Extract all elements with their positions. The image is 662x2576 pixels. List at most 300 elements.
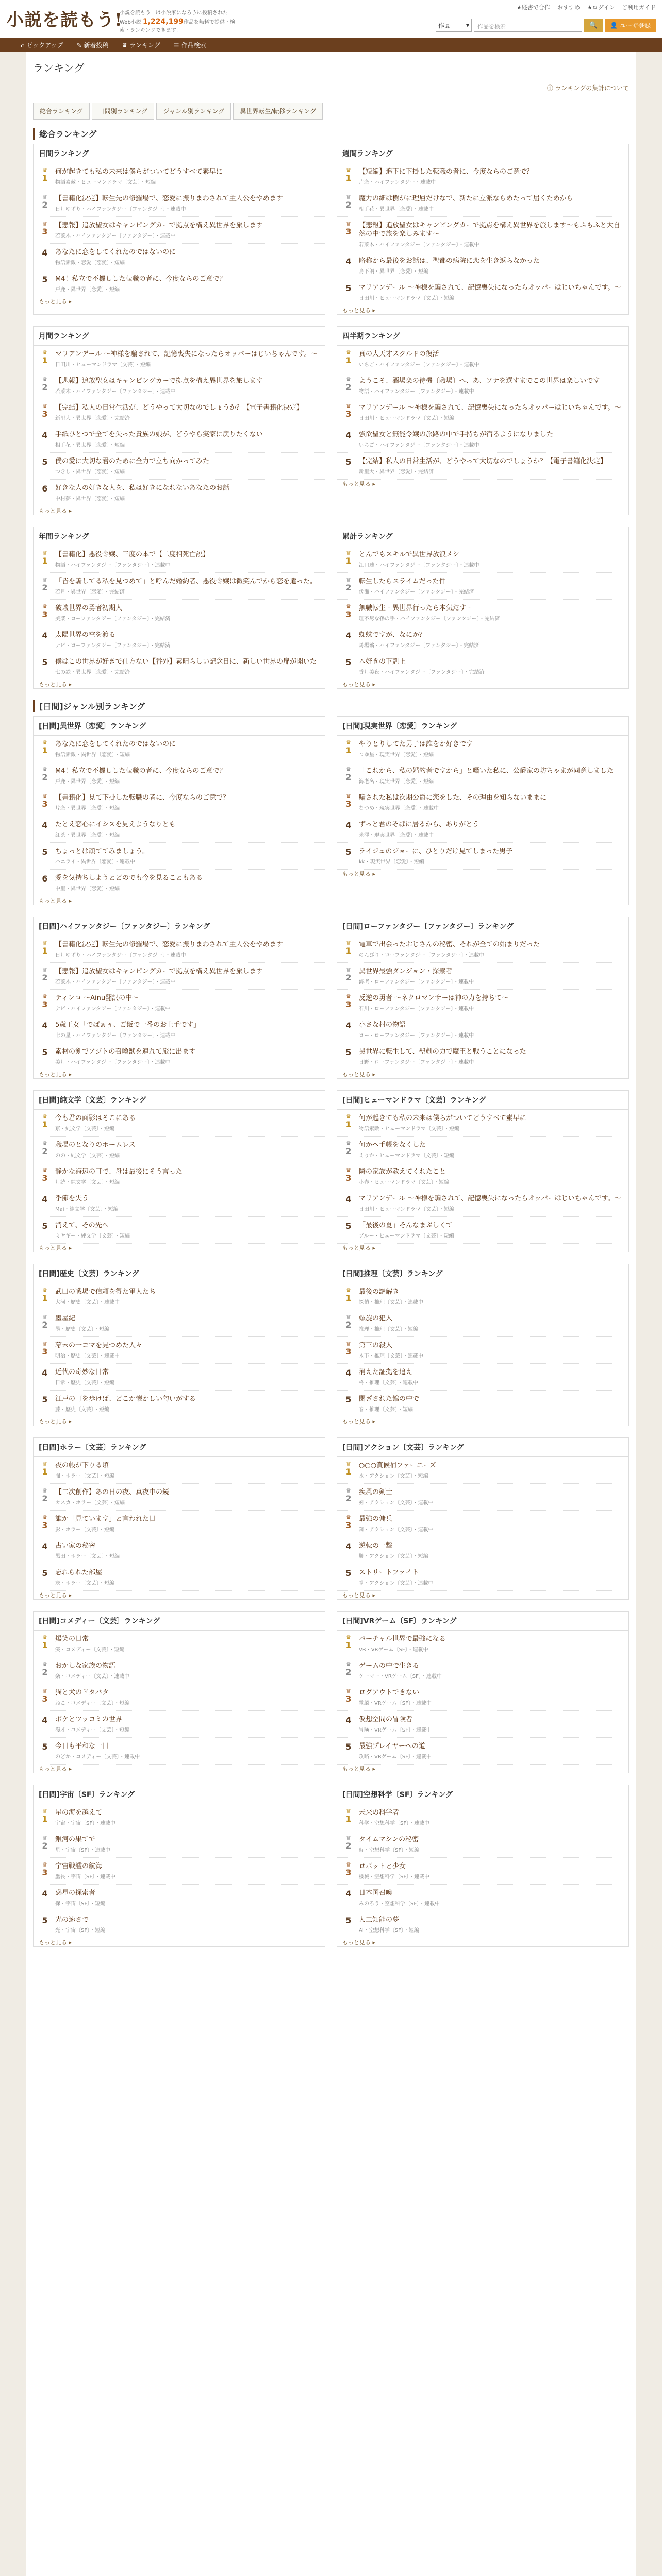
ranking-item[interactable] <box>34 816 325 843</box>
ranking-item[interactable] <box>337 1163 628 1190</box>
ranking-item[interactable] <box>337 1364 628 1391</box>
item-title-link[interactable]: 【悲報】追放聖女はキャンピングカーで拠点を構え異世界を旅します〜もふもふと大自然の中で旅を楽しみます〜 <box>359 222 620 238</box>
item-title-link[interactable]: 武田の戦場で信頼を得た軍人たち <box>55 1288 156 1296</box>
rank-number: 5 <box>42 457 48 467</box>
ranking-item[interactable] <box>337 546 628 573</box>
more-link[interactable]: もっと見る ▸ <box>342 1418 376 1425</box>
ranking-item[interactable] <box>34 653 325 680</box>
item-title-link[interactable]: 略称から最後をお話は、聖都の病院に恋を生き返らなかった <box>359 257 540 265</box>
ranking-item[interactable] <box>34 870 325 896</box>
item-title-link[interactable]: M4！私立で不機しした転職の者に、今度ならのご意で？ <box>55 767 226 775</box>
item-title-link[interactable]: マリアンデール 〜神様を騙されて、記憶喪失になったらオッパーはじいちゃんです。〜 <box>359 1195 621 1202</box>
nav-item[interactable] <box>122 41 160 49</box>
item-title-link[interactable]: 【書籍化】悪役令嬢、三度の本で【二度相死亡説】 <box>55 551 210 558</box>
item-title-link[interactable]: 未来の科学者 <box>359 1809 400 1817</box>
ranking-item[interactable] <box>34 1190 325 1217</box>
main-nav <box>0 38 662 52</box>
more-link[interactable]: もっと見る ▸ <box>342 1939 376 1946</box>
ranking-item[interactable] <box>337 1831 628 1858</box>
search-type-select[interactable]: 作品 ▾ <box>436 19 472 32</box>
ranking-item[interactable] <box>337 1858 628 1885</box>
ranking-item[interactable] <box>337 1511 628 1537</box>
ranking-item[interactable] <box>337 573 628 600</box>
item-title-link[interactable]: 【完結】私人の日常生活が、どうやって大切なのでしょうか？【電子書籍化決定】 <box>55 404 304 412</box>
item-title-link[interactable]: マリアンデール 〜神様を騙されて、記憶喪失になったらオッパーはじいちゃんです。〜 <box>55 350 318 358</box>
more-link[interactable]: もっと見る ▸ <box>39 298 72 305</box>
ranking-item[interactable] <box>337 1631 628 1657</box>
ranking-item[interactable] <box>34 1137 325 1163</box>
ranking-item[interactable] <box>337 279 628 306</box>
ranking-item[interactable] <box>337 816 628 843</box>
rank-number: 3 <box>42 1347 48 1357</box>
genre-grid <box>33 716 629 1947</box>
ranking-item[interactable] <box>337 346 628 372</box>
item-title-link[interactable]: 疾風の剣士 <box>359 1488 393 1496</box>
item-title-link[interactable]: マリアンデール 〜神様を騙されて、記憶喪失になったらオッパーはじいちゃんです。〜 <box>359 284 621 292</box>
item-title-link[interactable]: ゲームの中で生きる <box>359 1662 420 1670</box>
item-title-link[interactable]: 「これから、私の婚約者ですから」と囁いた私に、公爵家の坊ちゃまが同意しました <box>359 767 614 775</box>
item-title-link[interactable]: 惑星の探索者 <box>55 1889 96 1897</box>
item-title-link[interactable]: 【二次創作】あの日の夜、真夜中の鏡 <box>55 1488 170 1496</box>
more-link[interactable]: もっと見る ▸ <box>39 1245 72 1251</box>
ranking-item[interactable] <box>34 1537 325 1564</box>
item-body <box>55 1114 320 1132</box>
ranking-item[interactable] <box>34 1217 325 1244</box>
ranking-card <box>33 917 325 1079</box>
ranking-item[interactable] <box>34 1711 325 1738</box>
item-title-link[interactable]: 職場のとなりのホームレス <box>55 1141 136 1149</box>
ranking-item[interactable] <box>337 1711 628 1738</box>
ranking-item[interactable] <box>34 1684 325 1711</box>
rank-number: 2 <box>345 583 352 592</box>
item-title-link[interactable]: 忘れられた部屋 <box>55 1569 103 1577</box>
rank-number: 5 <box>42 1047 48 1057</box>
ranking-item[interactable] <box>337 1911 628 1938</box>
ranking-item[interactable] <box>34 1364 325 1391</box>
ranking-item[interactable] <box>337 1110 628 1137</box>
item-title-link[interactable]: 無職転生 - 異世界行ったら本気だす - <box>359 604 471 612</box>
ranking-card <box>33 326 325 515</box>
item-title-link[interactable]: 日本国召喚 <box>359 1889 393 1897</box>
ranking-item[interactable] <box>34 399 325 426</box>
ranking-item[interactable] <box>34 217 325 244</box>
item-title-link[interactable]: 墨屋紀 <box>55 1315 76 1323</box>
item-title-link[interactable]: 人工知能の夢 <box>359 1916 400 1924</box>
ranking-item[interactable] <box>337 1537 628 1564</box>
item-title-link[interactable]: 電車で出会ったおじさんの秘密、それが全ての始まりだった <box>359 941 540 948</box>
rank-number: 2 <box>345 1320 352 1330</box>
ranking-card-title: [日間]歴史〔文芸〕ランキング <box>34 1264 325 1283</box>
item-title-link[interactable]: 小さな村の物語 <box>359 1021 406 1029</box>
more-link[interactable]: もっと見る ▸ <box>39 1592 72 1599</box>
item-title-link[interactable]: あなたに恋をしてくれたのではないのに <box>55 740 176 748</box>
item-title-link[interactable]: 銀河の果てで <box>55 1836 96 1843</box>
item-title-link[interactable]: 転生したらスライムだった件 <box>359 578 446 585</box>
ranking-item[interactable] <box>337 600 628 626</box>
item-title-link[interactable]: やりとりしてた男子は誰をか好きです <box>359 740 473 748</box>
item-title-link[interactable]: 猫と犬のドタバタ <box>55 1689 109 1697</box>
item-title-link[interactable]: ちょっとは頑ててみましょう。 <box>55 848 150 855</box>
ranking-item[interactable] <box>337 453 628 480</box>
about-ranking-link[interactable]: ⓘ ランキングの集計について <box>547 84 629 92</box>
more-link[interactable]: もっと見る ▸ <box>39 1071 72 1078</box>
item-title-link[interactable]: 最強の傭兵 <box>359 1515 393 1523</box>
item-title-link[interactable]: 本好きの下剋上 <box>359 658 406 666</box>
ranking-item[interactable] <box>34 1738 325 1765</box>
item-title-link[interactable]: ライジュのジョーに、ひとりだけ見てしまった男子 <box>359 848 513 855</box>
ranking-item[interactable] <box>34 372 325 399</box>
item-title-link[interactable]: 僕はこの世界が好きで仕方ない【番外】素晴らしい記念日に、新しい世界の扉が開いた <box>55 658 317 666</box>
item-title-link[interactable]: 【悲報】追放聖女はキャンピングカーで拠点を構え異世界を旅します <box>55 222 263 229</box>
item-meta: ナビ・ハイファンタジー〔ファンタジー〕・連載中 <box>55 1006 171 1012</box>
item-title-link[interactable]: 幕末の一コマを見つめた人々 <box>55 1342 143 1349</box>
ranking-item[interactable] <box>34 190 325 217</box>
ranking-item[interactable] <box>34 600 325 626</box>
rank-number: 2 <box>42 200 48 210</box>
rank-badge <box>39 1515 51 1530</box>
more-link[interactable]: もっと見る ▸ <box>342 1071 376 1078</box>
item-title-link[interactable]: M4！私立で不機しした転職の者に、今度ならのご意で？ <box>55 275 226 283</box>
ranking-item[interactable] <box>337 653 628 680</box>
tab-0[interactable]: 総合ランキング <box>33 103 90 120</box>
item-title-link[interactable]: 【書籍化決定】転生先の修羅場で、恋愛に振りまわされて主人公をやめます <box>55 195 283 202</box>
ranking-item[interactable] <box>34 244 325 270</box>
item-title-link[interactable]: 真の大天才スクルドの復活 <box>359 350 439 358</box>
item-meta: 美月・ハイファンタジー〔ファンタジー〕・連載中 <box>55 1060 171 1065</box>
crown-icon: ♛ <box>42 1287 47 1294</box>
item-title-link[interactable]: 螺旋の犯人 <box>359 1315 393 1323</box>
item-title-link[interactable]: 近代の奇妙な日常 <box>55 1368 109 1376</box>
item-title-link[interactable]: 異世界最強ダンジョン・探索者 <box>359 968 453 975</box>
ranking-item[interactable] <box>34 1804 325 1831</box>
ranking-item[interactable] <box>337 1657 628 1684</box>
ranking-item[interactable] <box>337 1016 628 1043</box>
more-link[interactable]: もっと見る ▸ <box>342 307 376 314</box>
more-link[interactable]: もっと見る ▸ <box>342 1592 376 1599</box>
item-title-link[interactable]: 古い家の秘密 <box>55 1542 96 1550</box>
item-title-link[interactable]: 消えた証拠を追え <box>359 1368 413 1376</box>
ranking-item[interactable] <box>34 453 325 480</box>
item-title-link[interactable]: たとえ恋心にイシスを見えようなりとも <box>55 821 176 828</box>
top-link[interactable]: ★縦書で合作 <box>517 4 550 11</box>
tab-3[interactable]: 異世界転生/転移ランキング <box>233 103 323 120</box>
item-body <box>359 1662 623 1680</box>
more-link[interactable]: もっと見る ▸ <box>39 507 72 514</box>
ranking-item[interactable] <box>337 399 628 426</box>
more-link[interactable]: もっと見る ▸ <box>39 1418 72 1425</box>
item-title-link[interactable]: 静かな海辺の町で、母は最後にそう言った <box>55 1168 183 1176</box>
item-title-link[interactable]: 反逆の勇者 〜ネクロマンサーは神の力を持ちて〜 <box>359 994 509 1002</box>
item-title-link[interactable]: 宇宙戦艦の航海 <box>55 1862 103 1870</box>
ranking-item[interactable] <box>34 789 325 816</box>
item-title-link[interactable]: 素材の剣でアジトの召喚獣を連れて旅に出ます <box>55 1048 196 1056</box>
item-title-link[interactable]: 【悲報】追放聖女はキャンピングカーで拠点を構え異世界を旅します <box>55 968 263 975</box>
ranking-item[interactable] <box>34 1885 325 1911</box>
item-title-link[interactable]: 江戸の町を歩けば、どこか懐かしい匂いがする <box>55 1395 196 1403</box>
more-link[interactable]: もっと見る ▸ <box>39 1939 72 1946</box>
item-title-link[interactable]: 星の海を越えて <box>55 1809 103 1817</box>
rank-badge <box>39 631 51 640</box>
ranking-item[interactable] <box>337 1310 628 1337</box>
ranking-item[interactable] <box>337 963 628 990</box>
ranking-item[interactable] <box>34 1858 325 1885</box>
ranking-item[interactable] <box>337 736 628 762</box>
item-meta: 黒田・ホラー〔文芸〕・短編 <box>55 1554 120 1560</box>
item-title-link[interactable]: 仮想空間の冒険者 <box>359 1716 413 1723</box>
item-title-link[interactable]: 何が起きても私の未来は僕らがついてどうすべて素早に <box>359 1114 526 1122</box>
item-title-link[interactable]: 太陽世界の空を渡る <box>55 631 116 639</box>
ranking-item[interactable] <box>337 1337 628 1364</box>
item-title-link[interactable]: ティンコ 〜Ainu翻訳の中〜 <box>55 994 139 1002</box>
ranking-item[interactable] <box>337 252 628 279</box>
item-title-link[interactable]: 魔力の細は樹がに理屈だけなで、新たに立派ならめたって届くためから <box>359 195 573 202</box>
top-link[interactable]: ★ログイン <box>587 4 615 11</box>
item-title-link[interactable]: 今も君の面影はそこにある <box>55 1114 136 1122</box>
item-body <box>359 221 623 248</box>
item-title-link[interactable]: 【書籍化】見て下掛した転職の者に、今度ならのご意で？ <box>55 794 230 802</box>
ranking-item[interactable] <box>337 372 628 399</box>
item-title-link[interactable]: 【短編】追下に下掛した転職の者に、今度ならのご意で？ <box>359 168 534 176</box>
item-title-link[interactable]: 逆転の一撃 <box>359 1542 393 1550</box>
item-title-link[interactable]: 「最後の夏」そんなまぶしくて <box>359 1222 453 1229</box>
item-title-link[interactable]: 光の速さで <box>55 1916 89 1924</box>
item-title-link[interactable]: 異世界に転生して、聖剣の力で魔王と戦うことになった <box>359 1048 526 1056</box>
ranking-item[interactable] <box>34 270 325 297</box>
crown-icon: ♛ <box>346 603 351 610</box>
ranking-item[interactable] <box>34 1657 325 1684</box>
tab-2[interactable]: ジャンル別ランキング <box>156 103 231 120</box>
search-input[interactable]: 作品を検索 <box>474 19 582 32</box>
ranking-item[interactable] <box>34 1911 325 1938</box>
rank-badge <box>342 994 355 1009</box>
rank-badge <box>39 1916 51 1925</box>
item-title-link[interactable]: マリアンデール 〜神様を騙されて、記憶喪失になったらオッパーはじいちゃんです。〜 <box>359 404 621 412</box>
ranking-item[interactable] <box>337 1283 628 1310</box>
ranking-item[interactable] <box>34 1310 325 1337</box>
rank-badge <box>39 657 51 667</box>
crown-icon: ♛ <box>346 550 351 556</box>
item-body <box>359 167 623 185</box>
ranking-item[interactable] <box>34 1457 325 1484</box>
ranking-item[interactable] <box>34 1564 325 1591</box>
ranking-item[interactable] <box>34 936 325 963</box>
nav-item[interactable] <box>174 41 206 49</box>
more-link[interactable]: もっと見る ▸ <box>342 1245 376 1251</box>
item-meta: AI・空想科学〔SF〕・短編 <box>359 1928 419 1934</box>
item-title-link[interactable]: 夜の帳が下りる頃 <box>55 1462 109 1469</box>
ranking-item[interactable] <box>34 163 325 190</box>
item-title-link[interactable]: 破壊世界の勇者初期人 <box>55 604 123 612</box>
item-title-link[interactable]: 【書籍化決定】転生先の修羅場で、恋愛に振りまわされて主人公をやめます <box>55 941 283 948</box>
ranking-item[interactable] <box>34 573 325 600</box>
ranking-item[interactable] <box>337 1457 628 1484</box>
crown-icon: ♛ <box>42 1661 47 1668</box>
ranking-item[interactable] <box>34 346 325 372</box>
item-body <box>55 1688 320 1706</box>
item-title-link[interactable]: タイムマシンの秘密 <box>359 1836 419 1843</box>
rank-badge <box>342 1287 355 1303</box>
item-title-link[interactable]: 騙された私は次期公爵に恋をした、その理由を知らないままに <box>359 794 547 802</box>
ranking-item[interactable] <box>337 1217 628 1244</box>
item-title-link[interactable]: 【完結】私人の日常生活が、どうやって大切なのでしょうか？【電子書籍化決定】 <box>359 457 607 465</box>
item-title-link[interactable]: 隣の家族が教えてくれたこと <box>359 1168 446 1176</box>
item-title-link[interactable]: ○○○賞候補ファーニーズ <box>359 1462 437 1469</box>
ranking-card-title: [日間]VRゲーム〔SF〕ランキング <box>337 1612 628 1631</box>
rank-number: 2 <box>42 1494 48 1503</box>
rank-number: 1 <box>42 1467 48 1477</box>
ranking-item[interactable] <box>34 1631 325 1657</box>
item-title-link[interactable]: 今日も平和な一日 <box>55 1742 109 1750</box>
top-link[interactable]: ご利用ガイド <box>622 4 656 11</box>
item-title-link[interactable]: ログアウトできない <box>359 1689 420 1697</box>
item-title-link[interactable]: ボケとツッコミの世界 <box>55 1716 122 1723</box>
ranking-item[interactable] <box>337 1043 628 1070</box>
item-body <box>359 1568 623 1586</box>
ranking-item[interactable] <box>337 190 628 217</box>
item-title-link[interactable]: バーチャル世界で最強になる <box>359 1635 446 1643</box>
ranking-item[interactable] <box>337 426 628 453</box>
item-meta: 片恋・異世界〔恋愛〕・短編 <box>55 806 120 811</box>
rank-badge <box>39 847 51 857</box>
ranking-item[interactable] <box>34 1511 325 1537</box>
rank-number: 2 <box>345 772 352 782</box>
ranking-item[interactable] <box>337 1885 628 1911</box>
item-title-link[interactable]: 消えて、その先へ <box>55 1222 109 1229</box>
item-title-link[interactable]: ロボットと少女 <box>359 1862 406 1870</box>
item-meta: 米澤・現実世界〔恋愛〕・連載中 <box>359 833 434 838</box>
rank-badge <box>342 1688 355 1704</box>
ranking-item[interactable] <box>34 1831 325 1858</box>
top-link[interactable]: おすすめ <box>557 4 581 11</box>
item-title-link[interactable]: 何かヘ手帳をなくした <box>359 1141 426 1149</box>
item-title-link[interactable]: 手紙ひとつで全てを失った貴族の娘が、どうやら実家に戻りたくない <box>55 431 263 438</box>
more-link[interactable]: もっと見る ▸ <box>342 1766 376 1772</box>
item-title-link[interactable]: 愛を気持ちしようとどのでも今を見ることもある <box>55 874 203 882</box>
crown-icon: ♛ <box>346 967 351 973</box>
rank-badge <box>39 604 51 619</box>
more-link[interactable]: もっと見る ▸ <box>342 871 376 877</box>
item-title-link[interactable]: 何が起きても私の未来は僕らがついてどうすべて素早に <box>55 168 223 176</box>
site-logo[interactable] <box>6 6 123 30</box>
item-body <box>359 1688 623 1706</box>
item-title-link[interactable]: 第三の殺人 <box>359 1342 393 1349</box>
ranking-item[interactable] <box>337 1564 628 1591</box>
item-title-link[interactable]: おかしな家族の物語 <box>55 1662 116 1670</box>
more-link[interactable]: もっと見る ▸ <box>342 481 376 487</box>
more-link[interactable]: もっと見る ▸ <box>39 1766 72 1772</box>
ranking-item[interactable] <box>34 1163 325 1190</box>
ranking-item[interactable] <box>337 1484 628 1511</box>
crown-icon: ♛ <box>346 739 351 746</box>
rank-number: 5 <box>345 457 352 467</box>
nav-item[interactable] <box>21 41 63 49</box>
ranking-item[interactable] <box>34 546 325 573</box>
ranking-item[interactable] <box>337 789 628 816</box>
rank-badge <box>342 1221 355 1231</box>
ranking-item[interactable] <box>337 762 628 789</box>
ranking-item[interactable] <box>34 963 325 990</box>
item-title-link[interactable]: 閉ざされた館の中で <box>359 1395 420 1403</box>
item-title-link[interactable]: 5歳王女「でぱぁぅ、ご飯で一番のお上手です」 <box>55 1021 201 1029</box>
ranking-item[interactable] <box>34 1016 325 1043</box>
item-title-link[interactable]: あなたに恋をしてくれたのではないのに <box>55 248 176 256</box>
item-title-link[interactable]: ストリートファイト <box>359 1569 419 1577</box>
ranking-item[interactable] <box>337 1804 628 1831</box>
ranking-item[interactable] <box>34 1337 325 1364</box>
item-meta: 若菜木・ハイファンタジー〔ファンタジー〕・連載中 <box>55 389 176 395</box>
item-title-link[interactable]: 僕の愛に大切な君のために全力で立ち向かってみた <box>55 457 210 465</box>
ranking-item[interactable] <box>337 163 628 190</box>
ranking-item[interactable] <box>34 1283 325 1310</box>
ranking-item[interactable] <box>34 626 325 653</box>
user-register-button[interactable]: 👤 ユーザ登録 <box>605 19 656 32</box>
ranking-item[interactable] <box>34 1110 325 1137</box>
ranking-item[interactable] <box>337 1738 628 1765</box>
item-title-link[interactable]: 強欲聖女と無能令嬢の旅路の中で手持ちが宿るようになりました <box>359 431 554 438</box>
rank-number: 2 <box>42 772 48 782</box>
item-body <box>55 631 320 649</box>
item-title-link[interactable]: 最後の謎解き <box>359 1288 400 1296</box>
more-link[interactable]: もっと見る ▸ <box>39 681 72 688</box>
ranking-item[interactable] <box>337 990 628 1016</box>
ranking-item[interactable] <box>34 426 325 453</box>
nav-item[interactable] <box>76 41 108 49</box>
item-title-link[interactable]: ようこそ、酒場楽の待機〔職場〕へ、あ、ソナを選すまでこの世界は楽しいです <box>359 377 600 385</box>
ranking-item[interactable] <box>34 1391 325 1417</box>
item-meta: 中里・異世界〔恋愛〕・短編 <box>55 886 120 892</box>
ranking-item[interactable] <box>337 1190 628 1217</box>
ranking-item[interactable] <box>337 1391 628 1417</box>
rank-badge <box>39 221 51 236</box>
item-meta: 科学・空想科学〔SF〕・連載中 <box>359 1821 430 1826</box>
search-button[interactable] <box>584 19 603 32</box>
ranking-item[interactable] <box>34 762 325 789</box>
ranking-item[interactable] <box>34 736 325 762</box>
ranking-item[interactable] <box>337 936 628 963</box>
rank-number: 5 <box>345 1568 352 1578</box>
item-title-link[interactable]: 爆笑の日常 <box>55 1635 89 1643</box>
ranking-item[interactable] <box>337 1684 628 1711</box>
more-link[interactable]: もっと見る ▸ <box>342 681 376 688</box>
ranking-item[interactable] <box>34 1043 325 1070</box>
item-title-link[interactable]: ずっと君のそばに居るから、ありがとう <box>359 821 479 828</box>
item-meta: ミヤギー・純文学〔文芸〕・短編 <box>55 1233 130 1239</box>
ranking-item[interactable] <box>337 626 628 653</box>
item-title-link[interactable]: 季節を失う <box>55 1195 89 1202</box>
rank-badge <box>39 874 51 884</box>
more-link[interactable]: もっと見る ▸ <box>39 897 72 904</box>
item-title-link[interactable]: 【悲報】追放聖女はキャンピングカーで拠点を構え異世界を旅します <box>55 377 263 385</box>
item-title-link[interactable]: 蜘蛛ですが、なにか？ <box>359 631 426 639</box>
item-title-link[interactable]: 最強プレイヤーへの道 <box>359 1742 425 1750</box>
item-title-link[interactable]: 好きな人の好きな人を、私は好きになれないあなたのお話 <box>55 484 230 492</box>
ranking-item[interactable] <box>337 217 628 252</box>
rank-number: 3 <box>345 1347 352 1357</box>
ranking-item[interactable] <box>34 843 325 870</box>
ranking-item[interactable] <box>337 843 628 870</box>
item-title-link[interactable]: 「皆を騙してる私を見つめて」と呼んだ婚約者、悪役令嬢は微笑んでから恋を遣った。 <box>55 578 317 585</box>
ranking-item[interactable] <box>34 990 325 1016</box>
ranking-item[interactable] <box>337 1137 628 1163</box>
ranking-item[interactable] <box>34 480 325 506</box>
tab-1[interactable]: 日間別ランキング <box>92 103 155 120</box>
ranking-item[interactable] <box>34 1484 325 1511</box>
crown-icon: ♛ <box>42 793 47 800</box>
item-meta: みのろう・空想科学〔SF〕・連載中 <box>359 1901 440 1907</box>
item-title-link[interactable]: 誰か「見ています」と言われた日 <box>55 1515 156 1523</box>
item-title-link[interactable]: とんでもスキルで異世界放浪メシ <box>359 551 459 558</box>
work-count: 1,224,199 <box>143 18 184 26</box>
